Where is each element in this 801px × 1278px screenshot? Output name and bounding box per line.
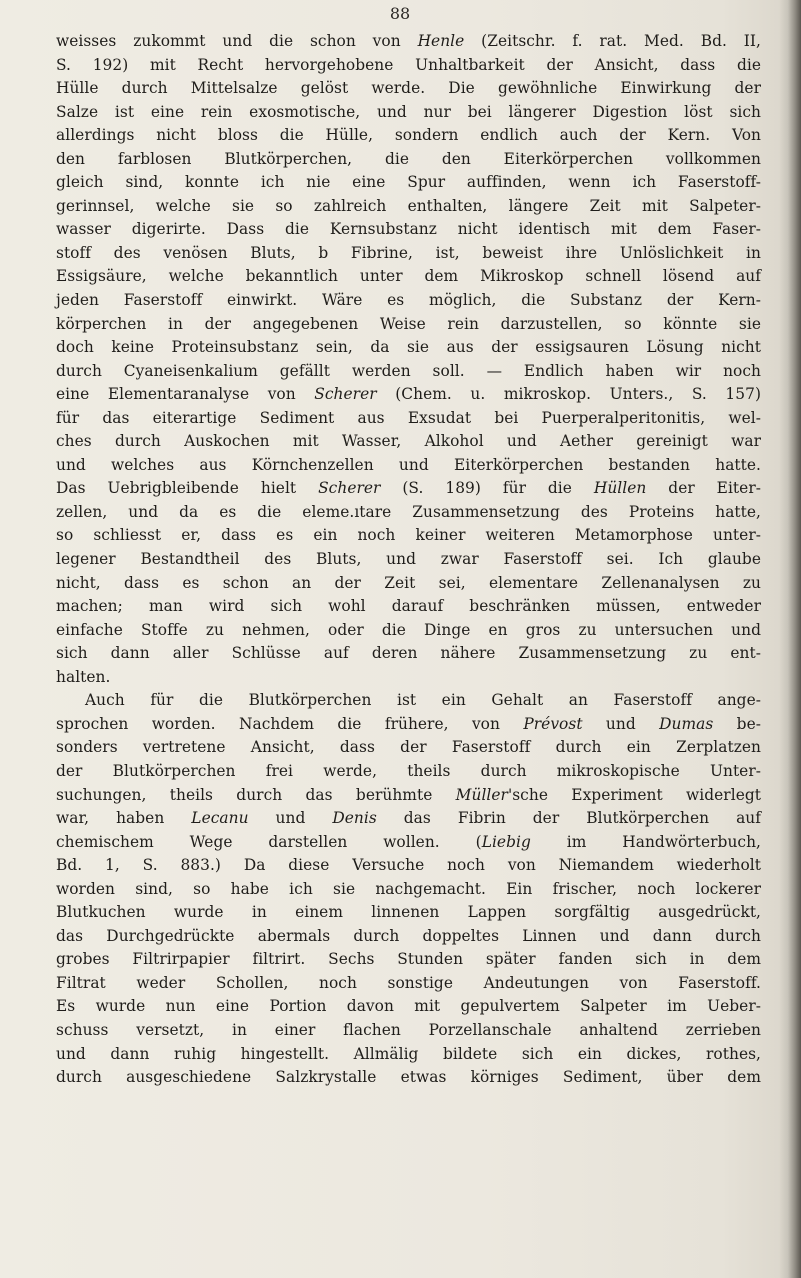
text-line: [56, 336, 761, 360]
text-segment: 'sche Experiment widerlegt: [507, 785, 761, 804]
text-line: [56, 265, 761, 289]
text-segment: halten.: [56, 667, 111, 686]
text-segment: weisses zukommt und die schon von: [56, 32, 418, 50]
text-line: [56, 548, 761, 572]
text-line: [56, 101, 761, 125]
text-line: [56, 218, 761, 242]
text-segment: chemischem Wege darstellen wollen. (: [56, 832, 482, 851]
text-segment: Bd. 1, S. 883.) Da diese Versuche noch von Niemandem wiederholt: [56, 856, 761, 875]
text-segment: (Zeitschr. f. rat. Med. Bd. II,: [464, 32, 761, 50]
text-segment: legener Bestandtheil des Bluts, und zwar Faserstoff sei. Ich glaube: [56, 550, 761, 569]
italic-name: Lecanu: [191, 809, 249, 828]
text-segment: und: [582, 714, 660, 733]
text-segment: S. 192) mit Recht hervorgehobene Unhaltbarkeit der Ansicht, dass die: [56, 55, 761, 74]
text-line: [56, 30, 761, 54]
text-segment: gerinnsel, welche sie so zahlreich enthalten, längere Zeit mit Salpeter-: [56, 196, 761, 215]
text-segment: wasser digerirte. Dass die Kernsubstanz nicht identisch mit dem Faser-: [56, 220, 761, 239]
text-segment: und dann ruhig hingestellt. Allmälig bildete sich ein dickes, rothes,: [56, 1044, 761, 1063]
text-line: [56, 1066, 761, 1090]
text-line: [56, 572, 761, 596]
text-line: [56, 831, 761, 855]
text-line: [56, 289, 761, 313]
text-line: [56, 407, 761, 431]
text-segment: und: [248, 809, 333, 828]
text-line: [56, 77, 761, 101]
text-segment: einfache Stoffe zu nehmen, oder die Dinge en gros zu untersuchen und: [56, 620, 761, 639]
text-line: [56, 925, 761, 949]
text-segment: Filtrat weder Schollen, noch sonstige Andeutungen von Faserstoff.: [56, 973, 761, 992]
text-segment: sonders vertretene Ansicht, dass der Faserstoff durch ein Zerplatzen: [56, 738, 761, 757]
italic-name: Denis: [332, 809, 377, 828]
text-line: [56, 171, 761, 195]
text-segment: jeden Faserstoff einwirkt. Wäre es möglich, die Substanz der Kern-: [56, 291, 761, 310]
text-segment: sich dann aller Schlüsse auf deren nähere Zusammensetzung zu ent-: [56, 644, 761, 663]
text-segment: der Blutkörperchen frei werde, theils durch mikroskopische Unter-: [56, 761, 761, 780]
text-segment: Blutkuchen wurde in einem linnenen Lappen sorgfältig ausgedrückt,: [56, 903, 761, 922]
italic-name: Dumas: [659, 714, 714, 733]
text-segment: (Chem. u. mikroskop. Unters., S. 157): [376, 385, 761, 404]
text-segment: und welches aus Körnchenzellen und Eiterkörperchen bestanden hatte.: [56, 455, 761, 474]
text-segment: machen; man wird sich wohl darauf beschränken müssen, entweder: [56, 597, 761, 616]
text-segment: Es wurde nun eine Portion davon mit gepulvertem Salpeter im Ueber-: [56, 997, 761, 1016]
text-segment: Das Uebrigbleibende hielt: [56, 479, 319, 498]
text-line: [56, 1043, 761, 1067]
text-line: [56, 972, 761, 996]
text-segment: für das eiterartige Sediment aus Exsudat bei Puerperalperitonitis, wel-: [56, 408, 761, 427]
italic-name: Müller: [455, 785, 508, 804]
text-segment: schuss versetzt, in einer flachen Porzellanschale anhaltend zerrieben: [56, 1020, 761, 1039]
text-line: [56, 242, 761, 266]
text-segment: war, haben: [56, 809, 192, 828]
text-segment: be-: [713, 714, 761, 733]
text-line: [56, 995, 761, 1019]
text-line: [56, 1019, 761, 1043]
italic-name: Prévost: [523, 714, 583, 733]
text-segment: Hülle durch Mittelsalze gelöst werde. Die gewöhnliche Einwirkung der: [56, 79, 761, 98]
text-segment: eine Elementaranalyse von: [56, 385, 315, 404]
text-line: [56, 807, 761, 831]
text-segment: Salze ist eine rein exosmotische, und nur bei längerer Digestion löst sich: [56, 102, 761, 121]
text-segment: stoff des venösen Bluts, b Fibrine, ist, beweist ihre Unlöslichkeit in: [56, 243, 761, 262]
text-segment: Essigsäure, welche bekanntlich unter dem Mikroskop schnell lösend auf: [56, 267, 761, 286]
italic-name: Scherer: [318, 479, 381, 498]
italic-name: Liebig: [481, 832, 531, 851]
text-segment: ches durch Auskochen mit Wasser, Alkohol und Aether gereinigt war: [56, 432, 761, 451]
text-segment: nicht, dass es schon an der Zeit sei, elementare Zellenanalysen zu: [56, 573, 761, 592]
text-segment: sprochen worden. Nachdem die frühere, von: [56, 714, 524, 733]
page-number: 88: [389, 4, 411, 23]
text-line: [56, 430, 761, 454]
text-line: [56, 948, 761, 972]
text-segment: so schliesst er, dass es ein noch keiner weiteren Metamorphose unter-: [56, 526, 761, 545]
text-line: [56, 901, 761, 925]
text-segment: grobes Filtrirpapier filtrirt. Sechs Stunden später fanden sich in dem: [56, 950, 761, 969]
text-line: [56, 619, 761, 643]
text-line: [56, 736, 761, 760]
text-line: [56, 54, 761, 78]
text-line: [56, 713, 761, 737]
text-segment: durch Cyaneisenkalium gefällt werden soll. — Endlich haben wir noch: [56, 361, 761, 380]
italic-name: Scherer: [314, 385, 377, 404]
text-line: [56, 313, 761, 337]
italic-name: Henle: [417, 32, 465, 50]
text-segment: der Eiter-: [646, 479, 761, 498]
text-segment: im Handwörterbuch,: [530, 832, 761, 851]
text-line: [56, 878, 761, 902]
text-line: [56, 454, 761, 478]
text-segment: das Fibrin der Blutkörperchen auf: [376, 809, 762, 828]
text-segment: zellen, und da es die eleme.ıtare Zusammensetzung des Proteins hatte,: [56, 502, 761, 521]
text-line: [56, 642, 761, 666]
text-line: [56, 689, 761, 713]
italic-name: Hüllen: [593, 479, 647, 498]
text-segment: allerdings nicht bloss die Hülle, sondern endlich auch der Kern. Von: [56, 126, 761, 145]
text-segment: (S. 189) für die: [380, 479, 594, 498]
text-segment: doch keine Proteinsubstanz sein, da sie aus der essigsauren Lösung nicht: [56, 338, 761, 357]
text-line: [56, 477, 761, 501]
text-segment: körperchen in der angegebenen Weise rein darzustellen, so könnte sie: [56, 314, 761, 333]
text-line: [56, 360, 761, 384]
text-line: [56, 784, 761, 808]
text-segment: das Durchgedrückte abermals durch doppeltes Linnen und dann durch: [56, 926, 761, 945]
text-line: [56, 854, 761, 878]
text-segment: worden sind, so habe ich sie nachgemacht. Ein frischer, noch lockerer: [56, 879, 761, 898]
body-text: [56, 30, 761, 1090]
text-line: [56, 124, 761, 148]
text-line: [56, 595, 761, 619]
text-line: [56, 666, 761, 690]
text-line: [56, 383, 761, 407]
text-segment: durch ausgeschiedene Salzkrystalle etwas körniges Sediment, über dem: [56, 1068, 761, 1087]
text-segment: gleich sind, konnte ich nie eine Spur auffinden, wenn ich Faserstoff-: [56, 173, 761, 192]
text-segment: suchungen, theils durch das berühmte: [56, 785, 456, 804]
text-line: [56, 195, 761, 219]
text-segment: Auch für die Blutkörperchen ist ein Gehalt an Faserstoff ange-: [85, 691, 761, 710]
text-line: [56, 148, 761, 172]
text-segment: den farblosen Blutkörperchen, die den Eiterkörperchen vollkommen: [56, 149, 761, 168]
page-edge-shadow: [779, 0, 801, 1278]
text-line: [56, 760, 761, 784]
text-line: [56, 501, 761, 525]
text-line: [56, 524, 761, 548]
